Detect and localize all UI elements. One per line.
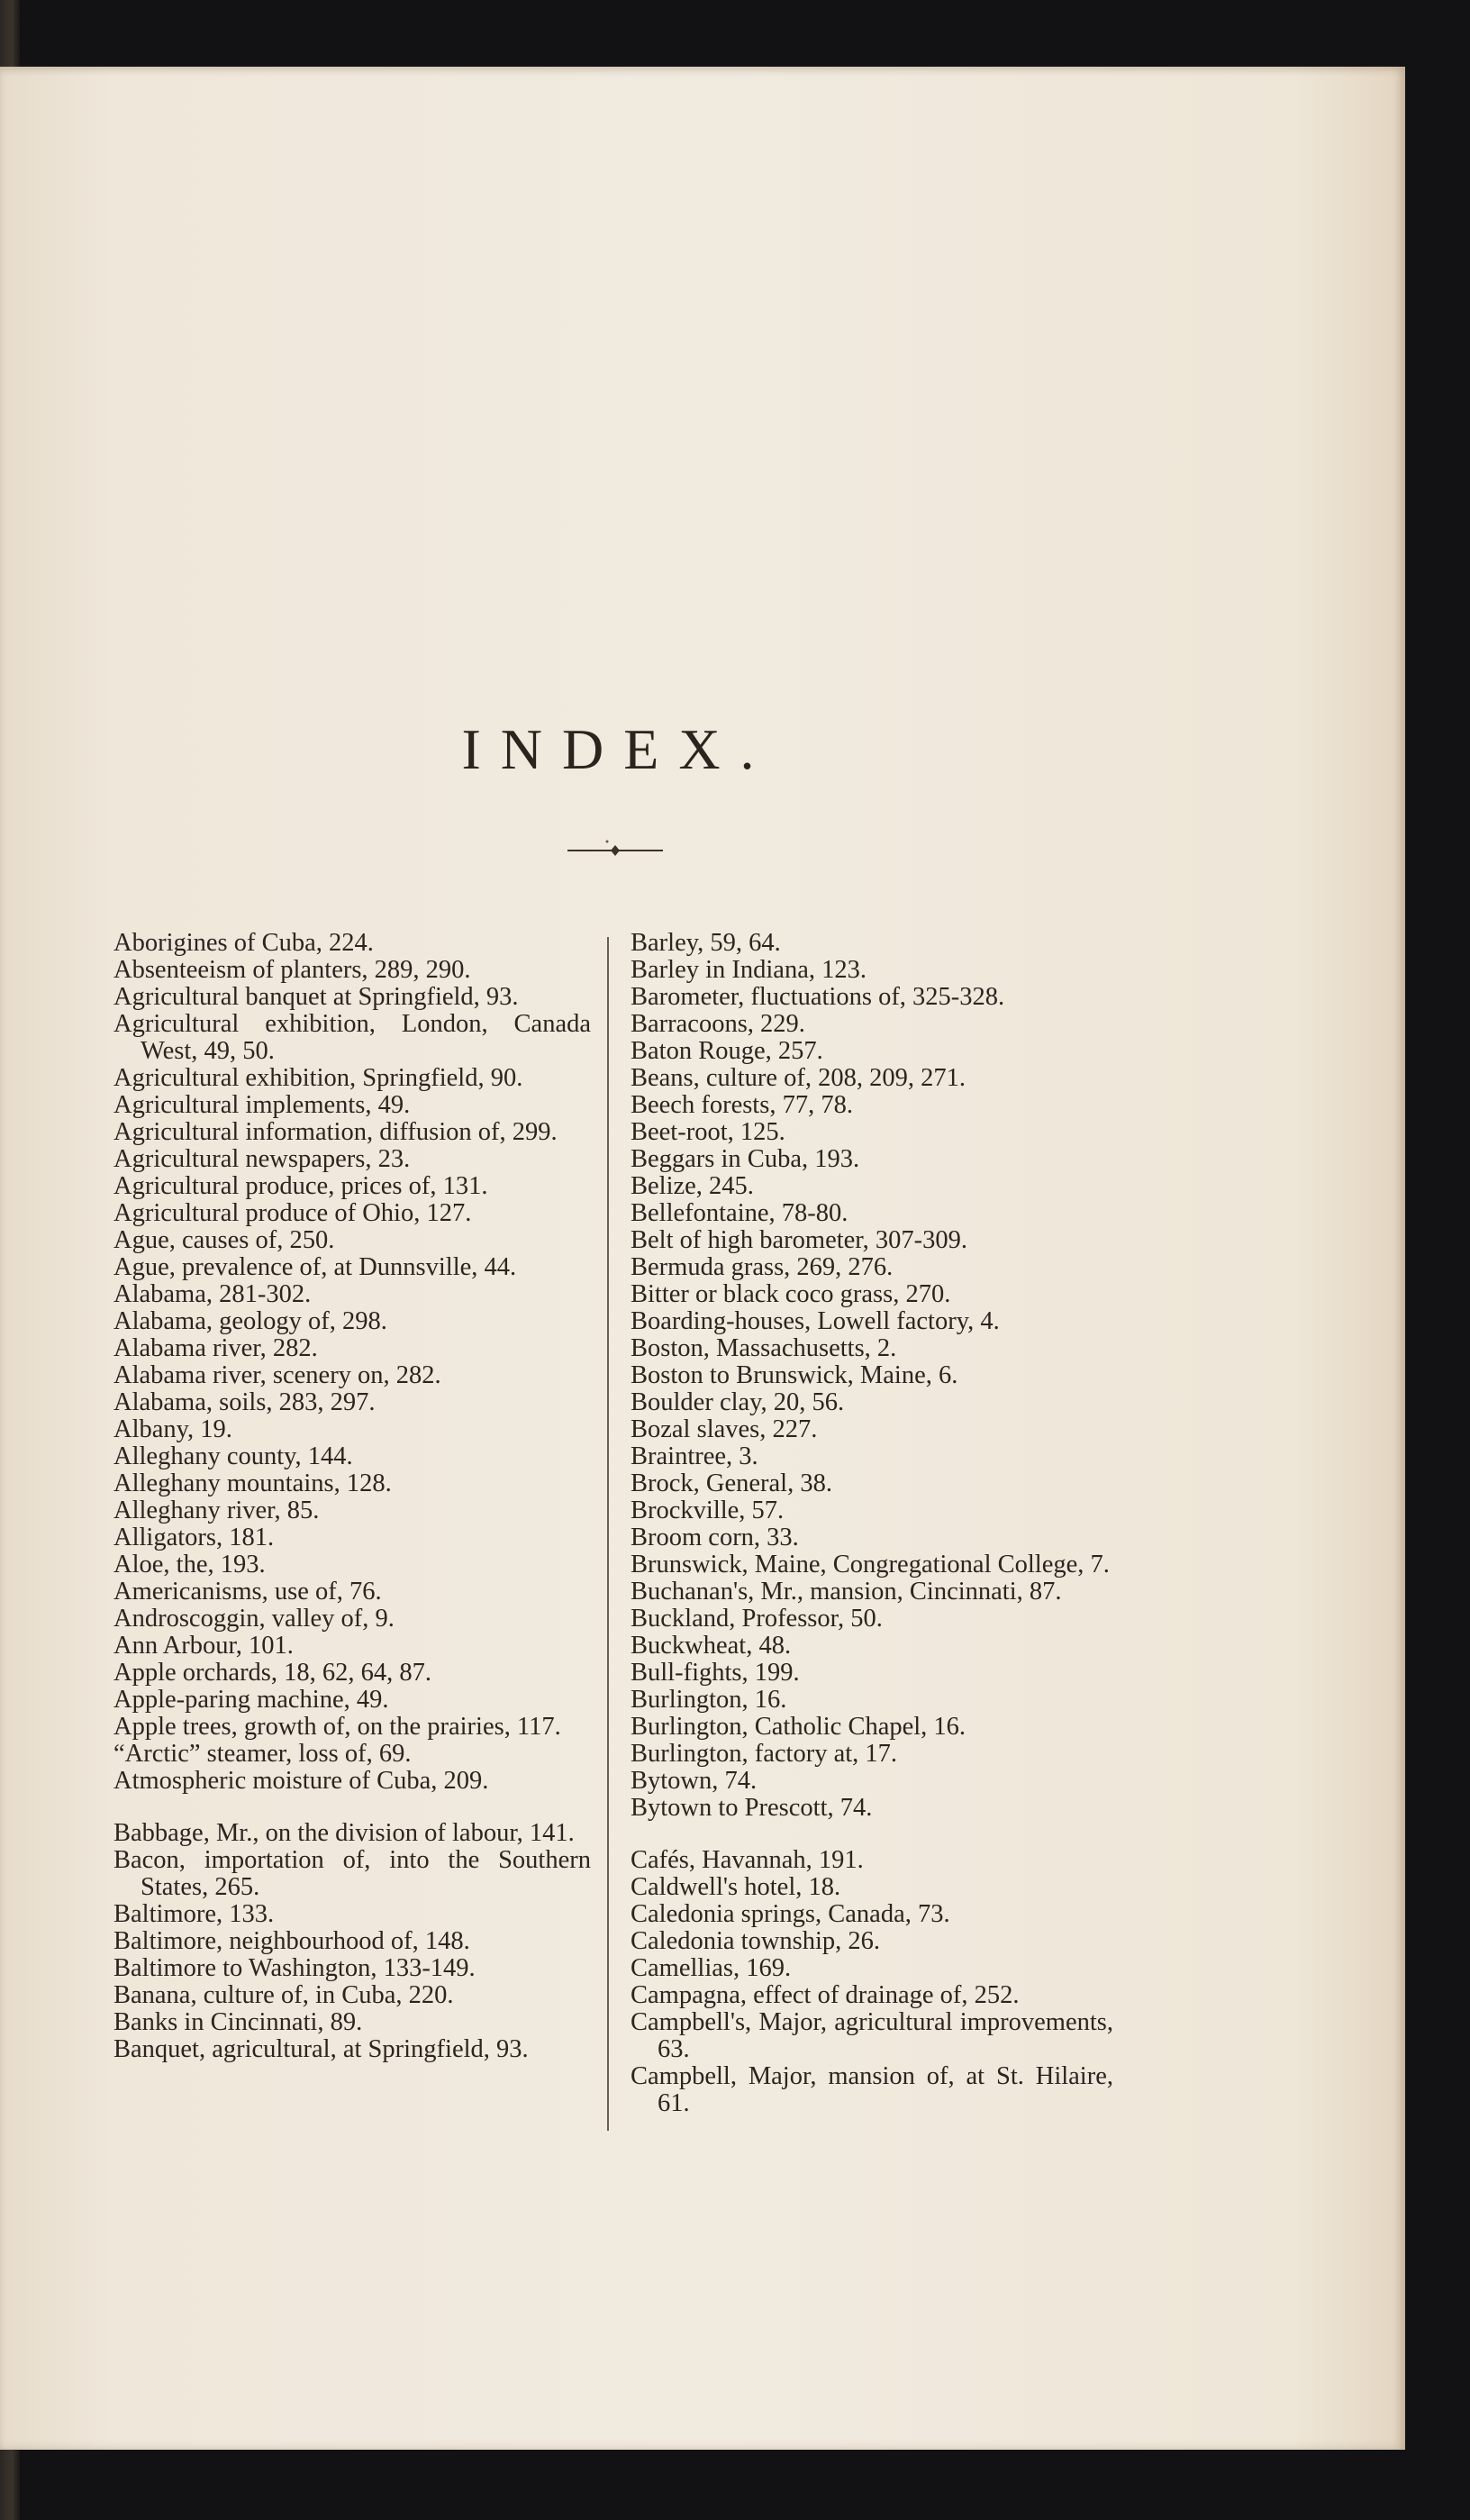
index-entry: Braintree, 3. (631, 1442, 758, 1470)
index-entry: Apple-paring machine, 49. (113, 1686, 389, 1714)
index-entry: Baton Rouge, 257. (631, 1037, 823, 1065)
index-entry: Boarding-houses, Lowell factory, 4. (631, 1307, 1000, 1335)
page-title: INDEX. (461, 717, 775, 781)
index-entry: Bermuda grass, 269, 276. (631, 1253, 894, 1281)
index-entry: Banks in Cincinnati, 89. (113, 2008, 363, 2036)
index-entry: Burlington, Catholic Chapel, 16. (631, 1713, 966, 1741)
index-entry: Albany, 19. (113, 1415, 232, 1443)
index-entry: Aborigines of Cuba, 224. (113, 929, 374, 957)
index-entry: Boston, Massachusetts, 2. (631, 1334, 897, 1362)
index-entry: Alleghany mountains, 128. (113, 1469, 392, 1497)
index-entry: Apple orchards, 18, 62, 64, 87. (113, 1659, 432, 1687)
index-entry: Ague, causes of, 250. (113, 1226, 335, 1254)
index-entry: Bitter or black coco grass, 270. (631, 1280, 951, 1308)
index-entry: Burlington, 16. (631, 1686, 787, 1714)
index-entry: Bytown to Prescott, 74. (631, 1794, 873, 1822)
index-entry: Apple trees, growth of, on the prairies, 117. (113, 1713, 561, 1741)
index-entry: Alabama, geology of, 298. (113, 1307, 387, 1335)
index-entry: Alabama, 281-302. (113, 1280, 312, 1308)
index-entry: Caledonia springs, Canada, 73. (631, 1900, 950, 1928)
index-column-right (631, 930, 1113, 2117)
index-entry: Bacon, importation of, into the Southern States, 265. (113, 1846, 591, 1901)
index-group (113, 1820, 591, 2063)
index-entry: Brockville, 57. (631, 1497, 785, 1524)
index-entry: Alabama, soils, 283, 297. (113, 1388, 376, 1416)
index-entry: Barracoons, 229. (631, 1010, 805, 1038)
index-entry: Brunswick, Maine, Congregational College, 7. (631, 1551, 1110, 1578)
index-entry: Campbell, Major, mansion of, at St. Hilaire, 61. (631, 2062, 1113, 2117)
column-divider (607, 937, 609, 2131)
index-entry: Buckwheat, 48. (631, 1632, 792, 1660)
index-entry: Campbell's, Major, agricultural improvements, 63. (631, 2008, 1113, 2063)
index-entry: Caledonia township, 26. (631, 1927, 881, 1955)
index-entry: Boulder clay, 20, 56. (631, 1388, 845, 1416)
index-entry: Baltimore, 133. (113, 1900, 275, 1928)
divider-ornament-icon (566, 838, 665, 861)
index-entry: Alabama river, 282. (113, 1334, 318, 1362)
index-entry: Alleghany river, 85. (113, 1497, 320, 1524)
index-entry: Agricultural exhibition, Springfield, 90. (113, 1064, 523, 1092)
index-entry: Alligators, 181. (113, 1524, 275, 1551)
index-entry: Barley in Indiana, 123. (631, 956, 867, 984)
index-entry: Atmospheric moisture of Cuba, 209. (113, 1767, 489, 1795)
index-entry: Barometer, fluctuations of, 325-328. (631, 983, 1005, 1011)
index-entry: Alleghany county, 144. (113, 1442, 353, 1470)
index-entry: Beet-root, 125. (631, 1118, 785, 1146)
index-entry: Boston to Brunswick, Maine, 6. (631, 1361, 958, 1389)
index-entry: Americanisms, use of, 76. (113, 1578, 382, 1606)
index-entry: Ann Arbour, 101. (113, 1632, 294, 1660)
index-entry: Camellias, 169. (631, 1954, 792, 1982)
index-entry: Beggars in Cuba, 193. (631, 1145, 860, 1173)
index-entry: Campagna, effect of drainage of, 252. (631, 1981, 1020, 2009)
index-entry: Buchanan's, Mr., mansion, Cincinnati, 87. (631, 1578, 1062, 1606)
index-group (113, 930, 591, 1795)
index-group (631, 1847, 1113, 2117)
index-entry: Caldwell's hotel, 18. (631, 1873, 841, 1901)
index-entry: Baltimore, neighbourhood of, 148. (113, 1927, 470, 1955)
index-entry: Belt of high barometer, 307-309. (631, 1226, 968, 1254)
index-entry: Belize, 245. (631, 1172, 754, 1200)
index-entry: Agricultural implements, 49. (113, 1091, 411, 1119)
index-entry: Agricultural banquet at Springfield, 93. (113, 983, 519, 1011)
index-entry: Alabama river, scenery on, 282. (113, 1361, 441, 1389)
index-entry: Agricultural produce, prices of, 131. (113, 1172, 488, 1200)
index-entry: Agricultural newspapers, 23. (113, 1145, 411, 1173)
index-entry: Bytown, 74. (631, 1767, 758, 1795)
index-entry: Broom corn, 33. (631, 1524, 799, 1551)
index-entry: Barley, 59, 64. (631, 929, 781, 957)
index-entry: Cafés, Havannah, 191. (631, 1846, 864, 1874)
index-entry: Absenteeism of planters, 289, 290. (113, 956, 471, 984)
index-entry: Androscoggin, valley of, 9. (113, 1605, 395, 1633)
index-entry: Brock, General, 38. (631, 1469, 832, 1497)
index-entry: “Arctic” steamer, loss of, 69. (113, 1740, 412, 1768)
index-entry: Bellefontaine, 78-80. (631, 1199, 848, 1227)
index-entry: Bull-fights, 199. (631, 1659, 800, 1687)
index-entry: Baltimore to Washington, 133-149. (113, 1954, 476, 1982)
index-entry: Buckland, Professor, 50. (631, 1605, 883, 1633)
index-entry: Aloe, the, 193. (113, 1551, 266, 1578)
index-entry: Agricultural information, diffusion of, 299. (113, 1118, 558, 1146)
index-entry: Beech forests, 77, 78. (631, 1091, 853, 1119)
index-entry: Beans, culture of, 208, 209, 271. (631, 1064, 966, 1092)
index-entry: Bozal slaves, 227. (631, 1415, 818, 1443)
index-entry: Babbage, Mr., on the division of labour, 141. (113, 1819, 575, 1847)
index-column-left (113, 930, 591, 2063)
index-group (631, 930, 1113, 1822)
index-entry: Burlington, factory at, 17. (631, 1740, 898, 1768)
index-entry: Banana, culture of, in Cuba, 220. (113, 1981, 454, 2009)
index-entry: Agricultural produce of Ohio, 127. (113, 1199, 472, 1227)
index-entry: Ague, prevalence of, at Dunnsville, 44. (113, 1253, 517, 1281)
index-entry: Agricultural exhibition, London, Canada West, 49, 50. (113, 1010, 591, 1065)
index-entry: Banquet, agricultural, at Springfield, 93. (113, 2035, 529, 2063)
